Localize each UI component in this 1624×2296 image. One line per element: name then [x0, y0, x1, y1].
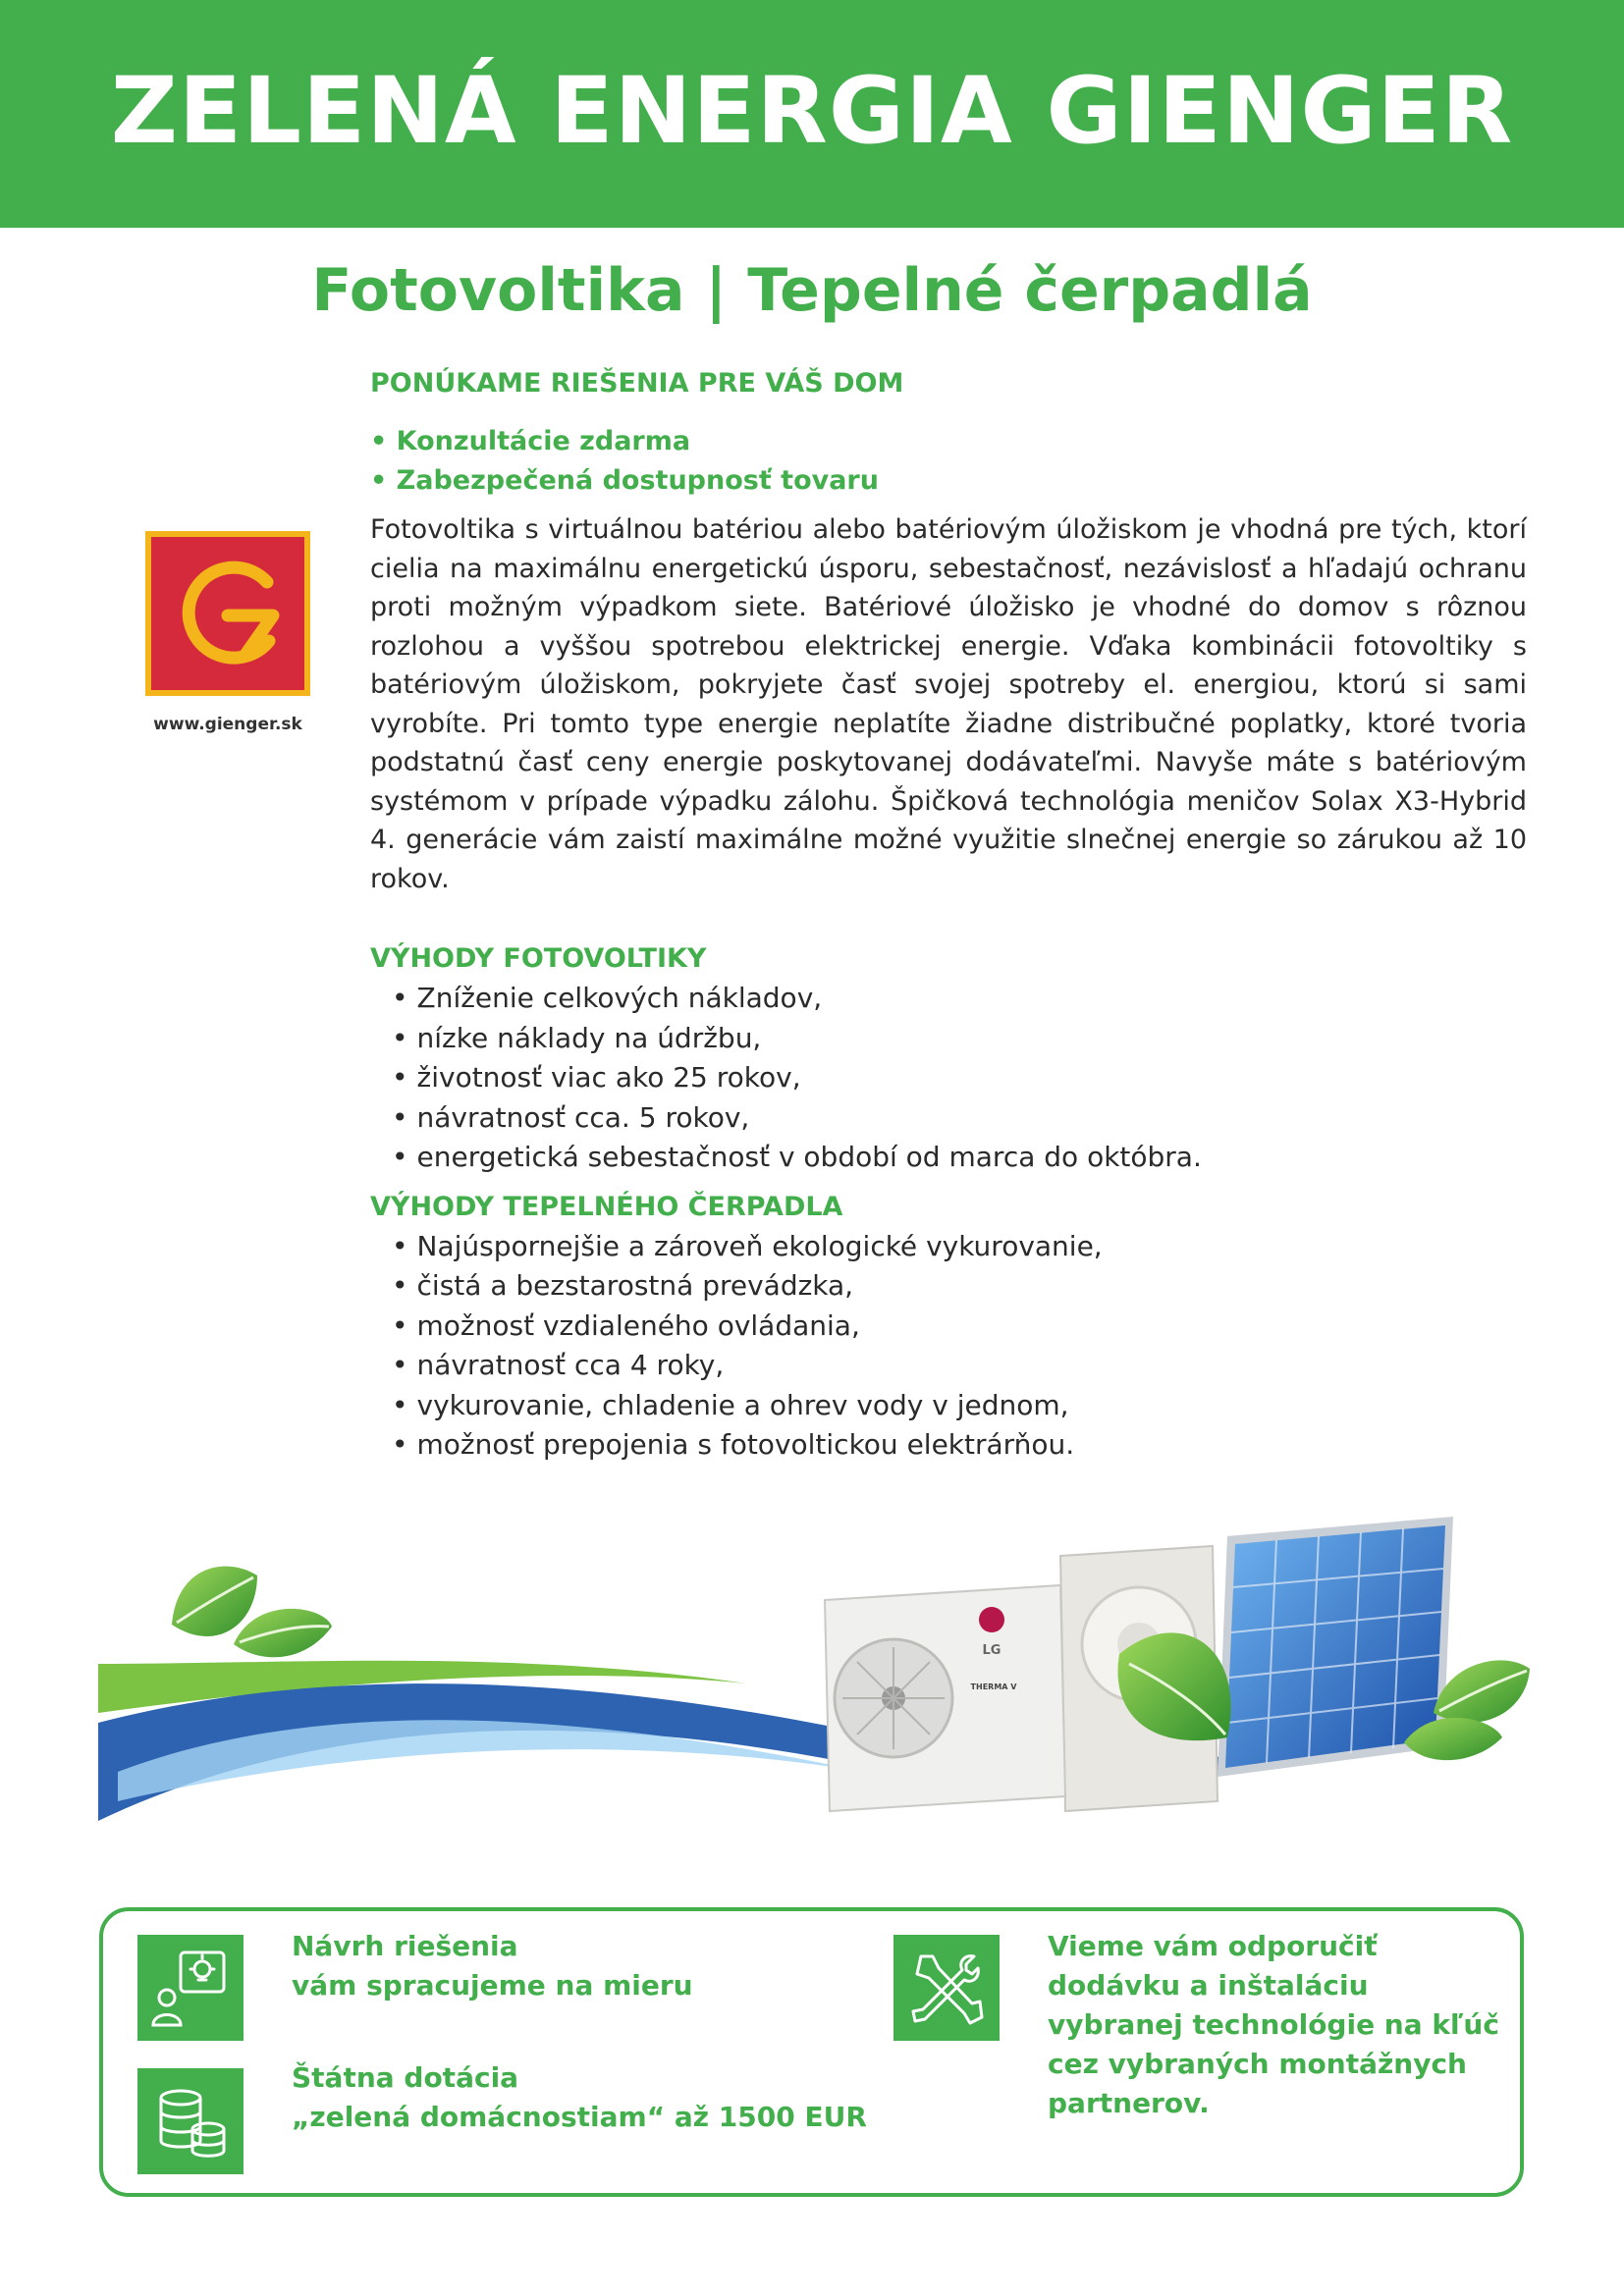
website-url: www.gienger.sk [153, 715, 302, 734]
pv-benefits-list [370, 979, 1527, 1178]
page-title: ZELENÁ ENERGIA GIENGER [110, 58, 1514, 165]
installation-text: Vieme vám odporučiť dodávku a inštaláciu vybranej technológie na kľúč cez vybraných montážnych partnerov. [1048, 1930, 1499, 2119]
idea-consultant-icon [137, 1935, 244, 2041]
list-item: • životnosť viac ako 25 rokov, [392, 1058, 1527, 1098]
list-item: • vykurovanie, chladenie a ohrev vody v jednom, [392, 1386, 1527, 1426]
solution-design-text: Návrh riešenia vám spracujeme na mieru [292, 1930, 693, 2002]
list-item: • čistá a bezstarostná prevádzka, [392, 1266, 1527, 1307]
header-banner [0, 0, 1624, 228]
hp-benefits-list [370, 1227, 1527, 1466]
heat-pump-outdoor-unit [825, 1585, 1065, 1811]
list-item: • možnosť vzdialeného ovládania, [392, 1307, 1527, 1347]
list-item: • návratnosť cca 4 roky, [392, 1346, 1527, 1386]
highlight-item: • Zabezpečená dostupnosť tovaru [370, 465, 879, 496]
subsidy-text: Štátna dotácia „zelená domácnostiam“ až 1500 EUR [292, 2061, 867, 2133]
gienger-logo [145, 531, 310, 696]
highlight-item: • Konzultácie zdarma [370, 426, 691, 456]
intro-paragraph: Fotovoltika s virtuálnou batériou alebo batériovým úložiskom je vhodná pre tých, ktorí cielia na maximálnu energetickú úsporu, sebestačnosť, nezávislosť a hľadajú ochranu proti možným výpadkom siete. Batériové úložisko je vhodné do domov s rôznou rozlohou a vyššou spotrebou elektrickej energie. Vďaka kombinácii fotovoltiky s batériovým úložiskom, pokryjete časť svojej spotreby el. energiou, ktorú si sami vyrobíte. Pri tomto type energie neplatíte žiadne distribučné poplatky, ktoré tvoria podstatnú časť ceny energie poskytovanej dodávateľmi. Navyše máte s batériovým systémom v prípade výpadku zálohu. Špičková technológia meničov Solax X3-Hybrid 4. generácie vám zaistí maximálne možné využitie slnečnej energie so zárukou až 10 rokov. [370, 514, 1527, 894]
leaf-left-1 [172, 1567, 257, 1636]
list-item: • Zníženie celkových nákladov, [392, 979, 1527, 1019]
model-label: THERMA V [970, 1682, 1017, 1691]
info-box [99, 1907, 1524, 2197]
gienger-g-logo-icon [151, 537, 304, 690]
heat-pump-solar-illustration [0, 1517, 1624, 1841]
list-item: • nízke náklady na údržbu, [392, 1019, 1527, 1059]
coins-icon [137, 2068, 244, 2174]
leaf-right-2 [1434, 1660, 1530, 1722]
list-item: • Najúspornejšie a zároveň ekologické vykurovanie, [392, 1227, 1527, 1267]
offer-heading: PONÚKAME RIEŠENIA PRE VÁŠ DOM [370, 368, 904, 399]
hp-benefits-heading: VÝHODY TEPELNÉHO ČERPADLA [370, 1191, 843, 1222]
main-content [370, 367, 1527, 1466]
pv-benefits-heading: VÝHODY FOTOVOLTIKY [370, 943, 707, 974]
lg-logo-icon [979, 1607, 1004, 1632]
tools-icon [893, 1935, 1000, 2041]
list-item: • energetická sebestačnosť v období od marca do októbra. [392, 1138, 1527, 1178]
leaf-left-2 [234, 1609, 332, 1657]
brand-label: LG [982, 1643, 1001, 1658]
page-subtitle: Fotovoltika | Tepelné čerpadlá [311, 256, 1313, 325]
highlights-list [370, 422, 1527, 501]
list-item: • možnosť prepojenia s fotovoltickou elektrárňou. [392, 1425, 1527, 1466]
list-item: • návratnosť cca. 5 rokov, [392, 1098, 1527, 1139]
